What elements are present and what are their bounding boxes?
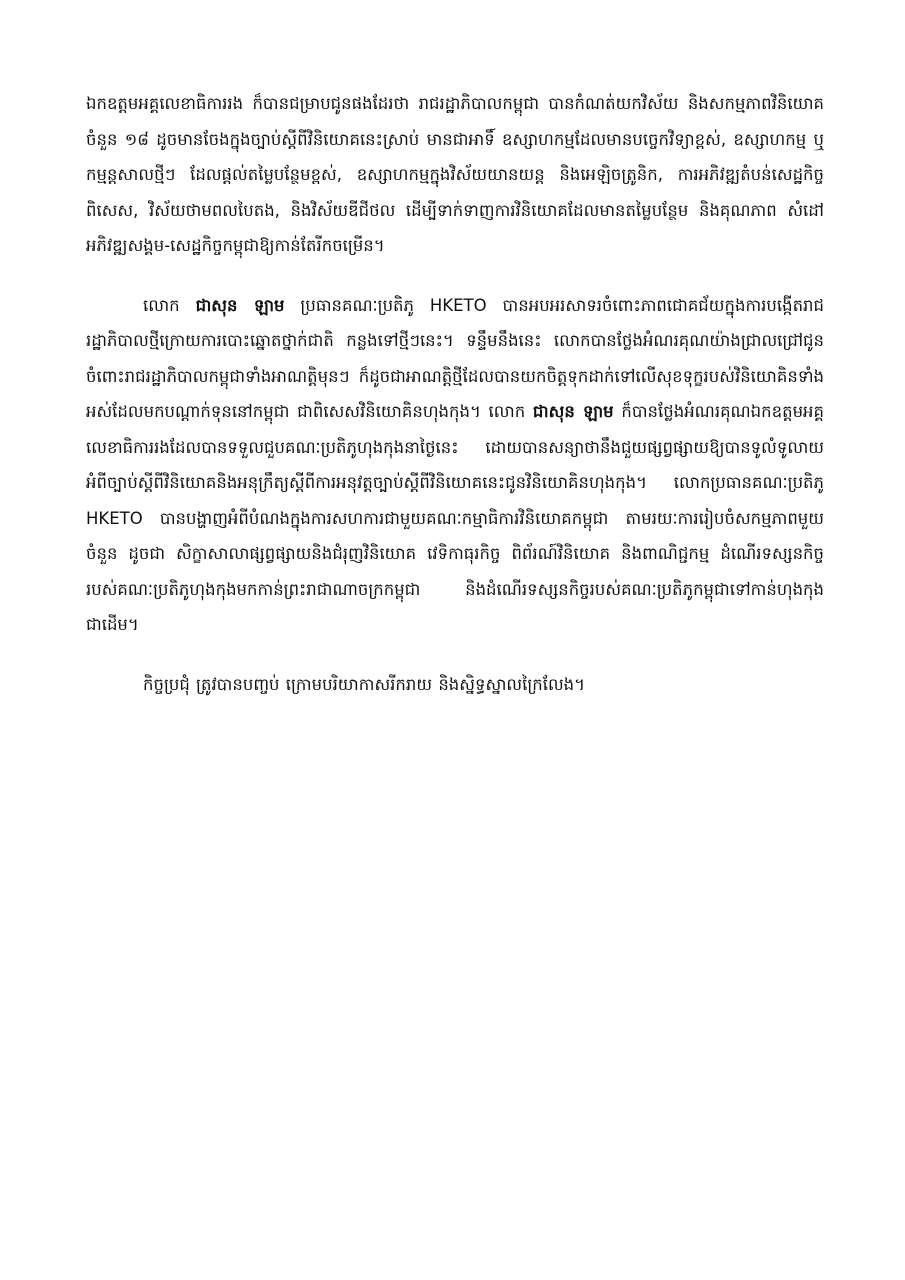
paragraph-text: កិច្ចប្រជុំ ត្រូវបានបញ្ចប់ ក្រោមបរិយាកាសរីករាយ និងស្និទ្ធស្នាលក្រៃលែង។ — [143, 674, 586, 694]
paragraph-text: ប្រធានគណៈប្រតិភូ HKETO បានអបអរសាទរចំពោះភាពជោគជ័យក្នុងការបង្កើតរាជរដ្ឋាភិបាលថ្មីក្រោយការបោះឆ្នោតថ្នាក់ជាតិ កន្លងទៅថ្មីៗនេះ។ ទន្ទឹមនឹងនេះ លោកបានថ្លែងអំណរគុណយ៉ាងជ្រាលជ្រៅជូនចំពោះរាជរដ្ឋាភិបាលកម្ពុជាទាំងអាណត្តិមុនៗ ក៏ដូចជាអាណត្តិថ្មីដែលបានយកចិត្តទុកដាក់ទៅលើសុខទុក្ខរបស់វិនិយោគិនទាំងអស់ដែលមកបណ្តាក់ទុននៅកម្ពុជា ជាពិសេសវិនិយោគិនហុងកុង។ លោក — [86, 295, 824, 421]
paragraph-text: លោក — [143, 295, 196, 315]
paragraph-text: ក៏បានថ្លែងអំណរគុណឯកឧត្តមអគ្គលេខាធិការរងដែលបានទទួលជួបគណៈប្រតិភូហុងកុងនាថ្ងៃនេះ ដោយបានសន្យាថានឹងជួយផ្សព្វផ្សាយឱ្យបានទូលំទូលាយអំពីច្បាប់ស្តីពីវិនិយោគនិងអនុក្រឹត្យស្តីពីការអនុវត្តច្បាប់ស្តីពីវិនិយោគនេះជូនវិនិយោគិនហុងកុង។ លោកប្រធានគណៈប្រតិភូ HKETO បានបង្ហាញអំពីបំណងក្នុងការសហការជាមួយគណៈកម្មាធិការវិនិយោគកម្ពុជា តាមរយៈការរៀបចំសកម្មភាពមួយចំនួន ដូចជា សិក្ខាសាលាផ្សព្វផ្សាយនិងជំរុញវិនិយោគ វេទិកាធុរកិច្ច ពិព័រណ៍វិនិយោគ និងពាណិជ្ជកម្ម ដំណើរទស្សនកិច្ចរបស់គណៈប្រតិភូហុងកុងមកកាន់ព្រះរាជាណាចក្រកម្ពុជា និងដំណើរទស្សនកិច្ចរបស់គណៈប្រតិភូកម្ពុជាទៅកាន់ហុងកុង ជាដើម។ — [86, 402, 824, 634]
person-name-bold: ជាសុន ឡាម — [195, 295, 285, 315]
paragraph-meeting-closing — [86, 667, 824, 703]
person-name-bold: ជាសុន ឡាម — [532, 402, 614, 421]
paragraph-hketo-remarks — [86, 288, 824, 643]
paragraph-investment-sectors — [86, 86, 824, 264]
document-body — [86, 86, 824, 726]
paragraph-text: ឯកឧត្តមអគ្គលេខាធិការរង ក៏បានជម្រាបជូនផងដែរថា រាជរដ្ឋាភិបាលកម្ពុជា បានកំណត់យកវិស័យ និងសកម្មភាពវិនិយោគចំនួន ១៨ ដូចមានចែងក្នុងច្បាប់ស្តីពីវិនិយោគនេះស្រាប់ មានជាអាទិ៍ ឧស្សាហកម្មដែលមានបច្ចេកវិទ្យាខ្ពស់, ឧស្សាហកម្ម ឬកម្មន្តសាលថ្មីៗ ដែលផ្តល់តម្លៃបន្ថែមខ្ពស់, ឧស្សាហកម្មក្នុងវិស័យយានយន្ត និងអេឡិចត្រូនិក, ការអភិវឌ្ឍតំបន់សេដ្ឋកិច្ចពិសេស, វិស័យថាមពលបៃតង, និងវិស័យឌីជីថល ដើម្បីទាក់ទាញការវិនិយោគដែលមានតម្លៃបន្ថែម និងគុណភាព សំដៅអភិវឌ្ឍសង្គម-សេដ្ឋកិច្ចកម្ពុជាឱ្យកាន់តែរីកចម្រើន។ — [86, 94, 824, 255]
